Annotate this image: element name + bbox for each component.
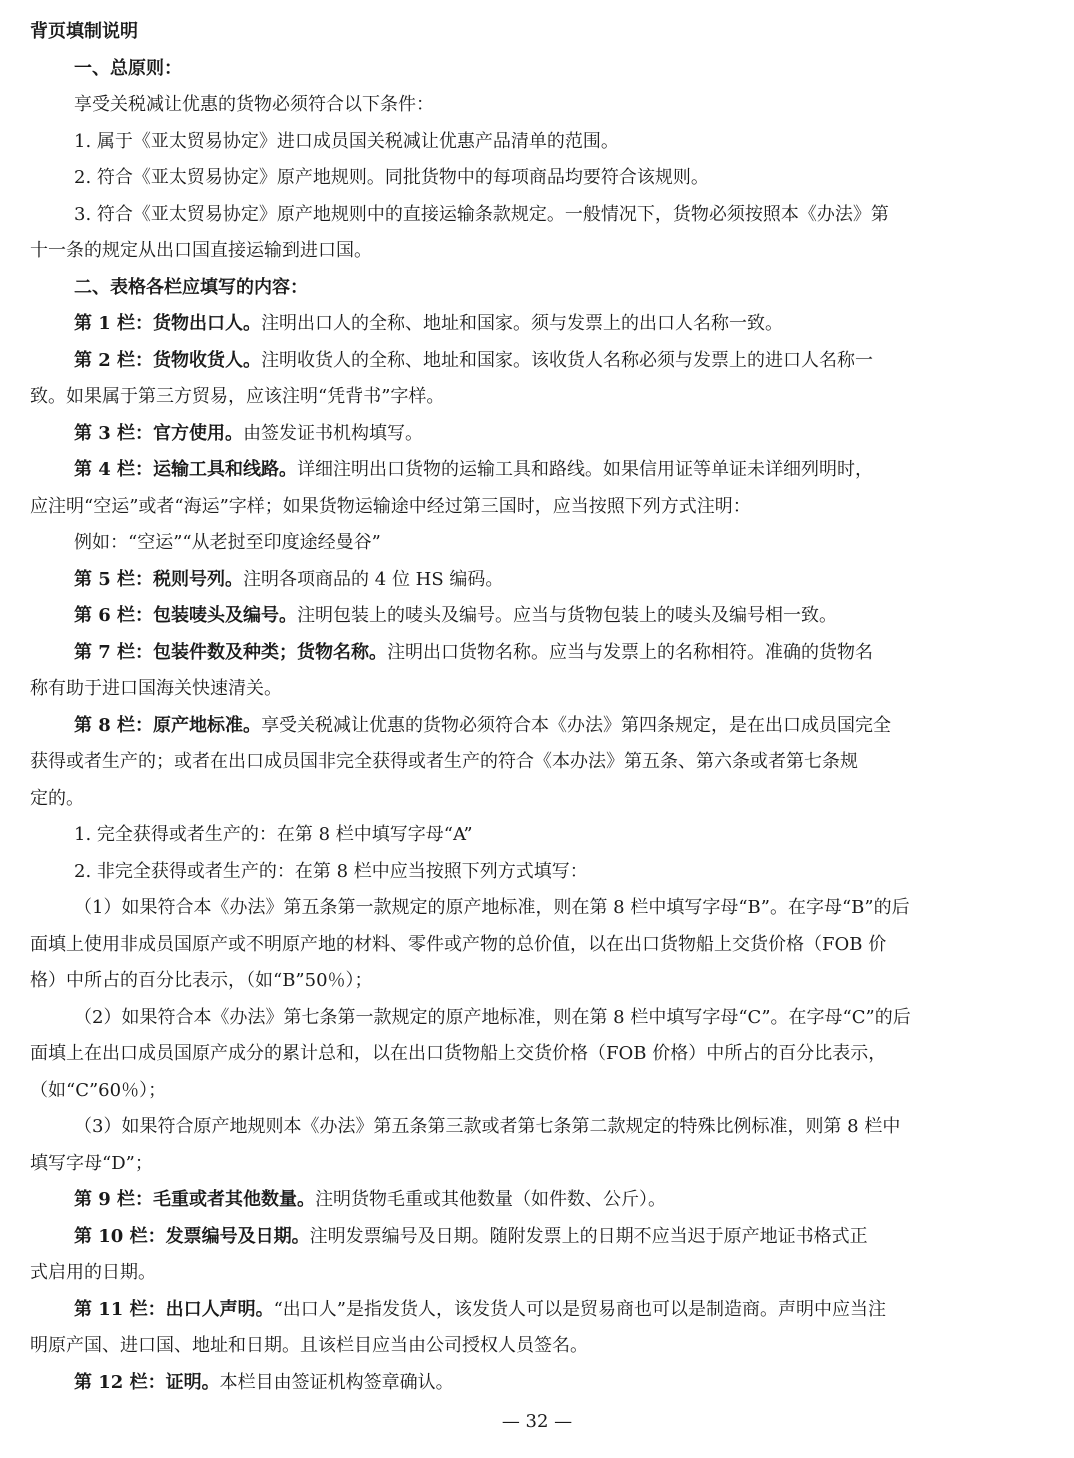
field-11-label: 第 11 栏：出口人声明。 [74, 1298, 274, 1320]
field-12-paragraph [30, 1365, 1000, 1402]
field-10-label: 第 10 栏：发票编号及日期。 [74, 1225, 310, 1247]
field-4-label: 第 4 栏：运输工具和线路。 [74, 459, 298, 480]
field-2-label: 第 2 栏：货物收货人。 [74, 349, 262, 371]
field-8-sub-2-line2: 面填上在出口成员国原产成分的累计总和，以在出口货物船上交货价格（FOB 价格）中所占的百分比表示， [30, 1043, 887, 1064]
field-8-paragraph [30, 708, 1000, 745]
field-12-text: 本栏目由签证机构签章确认。 [219, 1371, 454, 1393]
field-8-item-1: 1. 完全获得或者生产的：在第 8 栏中填写字母“A” [74, 824, 473, 845]
document-page [30, 14, 1000, 1401]
field-2-text: 注明收货人的全称、地址和国家。该收货人名称必须与发票上的进口人名称一 [261, 349, 874, 371]
field-4-text-cont: 应注明“空运”或者“海运”字样；如果货物运输途中经过第三国时，应当按照下列方式注明： [30, 495, 751, 517]
field-7-text: 注明出口货物名称。应当与发票上的名称相符。准确的货物名 [387, 641, 874, 663]
field-10-text-cont: 式启用的日期。 [30, 1262, 156, 1283]
field-7-label: 第 7 栏：包装件数及种类；货物名称。 [74, 641, 388, 663]
field-6-text: 注明包装上的唛头及编号。应当与货物包装上的唛头及编号相一致。 [297, 605, 838, 626]
field-3-label: 第 3 栏：官方使用。 [74, 422, 244, 444]
field-2-paragraph [30, 343, 1000, 380]
field-8-sub-3-line2: 填写字母“D”； [30, 1152, 153, 1174]
field-1-paragraph [30, 306, 1000, 343]
field-3-paragraph [30, 416, 1000, 453]
section1-heading: 一、总原则： [74, 57, 182, 79]
field-3-text: 由签发证书机构填写。 [243, 422, 424, 444]
field-10-text: 注明发票编号及日期。随附发票上的日期不应当迟于原产地证书格式正 [309, 1225, 868, 1247]
field-4-example: 例如：“空运”“从老挝至印度途经曼谷” [74, 532, 381, 553]
section1-item-3-line2: 十一条的规定从出口国直接运输到进口国。 [30, 240, 372, 261]
field-5-label: 第 5 栏：税则号列。 [74, 568, 244, 590]
section1-item-3-line1: 3. 符合《亚太贸易协定》原产地规则中的直接运输条款规定。一般情况下，货物必须按照本《办法》第 [74, 203, 889, 225]
field-8-label: 第 8 栏：原产地标准。 [74, 714, 262, 736]
field-8-sub-1-line3: 格）中所占的百分比表示，（如“B”50％）； [30, 970, 373, 991]
section1-intro: 享受关税减让优惠的货物必须符合以下条件： [74, 94, 434, 115]
field-10-paragraph [30, 1219, 1000, 1256]
field-8-item-2: 2. 非完全获得或者生产的：在第 8 栏中应当按照下列方式填写： [74, 860, 588, 882]
field-8-sub-1-line2: 面填上使用非成员国原产或不明原产地的材料、零件或产物的总价值，以在出口货物船上交货价格（FOB 价 [30, 933, 887, 955]
field-9-text: 注明货物毛重或其他数量（如件数、公斤）。 [315, 1189, 667, 1210]
field-8-text-cont-2: 定的。 [30, 787, 84, 809]
field-8-sub-3-line1: （3）如果符合原产地规则本《办法》第五条第三款或者第七条第二款规定的特殊比例标准，则第 8 栏中 [74, 1116, 901, 1137]
field-1-label: 第 1 栏：货物出口人。 [74, 313, 262, 334]
field-1-text: 注明出口人的全称、地址和国家。须与发票上的出口人名称一致。 [261, 313, 784, 334]
field-11-paragraph [30, 1292, 1000, 1329]
field-5-paragraph [30, 562, 1000, 599]
field-9-label: 第 9 栏：毛重或者其他数量。 [74, 1189, 316, 1210]
field-4-text: 详细注明出口货物的运输工具和路线。如果信用证等单证未详细列明时， [297, 459, 874, 480]
field-8-sub-1-line1: （1）如果符合本《办法》第五条第一款规定的原产地标准，则在第 8 栏中填写字母“B”。在字母“B”的后 [74, 897, 910, 918]
field-8-text: 享受关税减让优惠的货物必须符合本《办法》第四条规定，是在出口成员国完全 [261, 714, 892, 736]
field-4-paragraph [30, 452, 1000, 489]
field-6-label: 第 6 栏：包装唛头及编号。 [74, 605, 298, 626]
field-8-sub-2-line3: （如“C”60％）； [30, 1079, 167, 1101]
field-7-text-cont: 称有助于进口国海关快速清关。 [30, 678, 282, 699]
field-11-text-cont: 明原产国、进口国、地址和日期。且该栏目应当由公司授权人员签名。 [30, 1335, 588, 1356]
doc-title: 背页填制说明 [30, 21, 138, 42]
field-6-paragraph [30, 598, 1000, 635]
field-8-sub-2-line1: （2）如果符合本《办法》第七条第一款规定的原产地标准，则在第 8 栏中填写字母“C”。在字母“C”的后 [74, 1006, 911, 1028]
page-number: — 32 — [501, 1411, 573, 1432]
section2-heading: 二、表格各栏应填写的内容： [74, 276, 308, 298]
field-12-label: 第 12 栏：证明。 [74, 1371, 220, 1393]
field-9-paragraph [30, 1182, 1000, 1219]
field-8-text-cont-1: 获得或者生产的；或者在出口成员国非完全获得或者生产的符合《本办法》第五条、第六条或者第七条规 [30, 751, 858, 772]
field-7-paragraph [30, 635, 1000, 672]
section1-item-1: 1. 属于《亚太贸易协定》进口成员国关税减让优惠产品清单的范围。 [74, 130, 619, 152]
field-5-text: 注明各项商品的 4 位 HS 编码。 [243, 568, 504, 590]
field-11-text: “出口人”是指发货人，该发货人可以是贸易商也可以是制造商。声明中应当注 [273, 1298, 886, 1320]
section1-item-2: 2. 符合《亚太贸易协定》原产地规则。同批货物中的每项商品均要符合该规则。 [74, 167, 709, 188]
field-2-text-cont: 致。如果属于第三方贸易，应该注明“凭背书”字样。 [30, 386, 445, 407]
